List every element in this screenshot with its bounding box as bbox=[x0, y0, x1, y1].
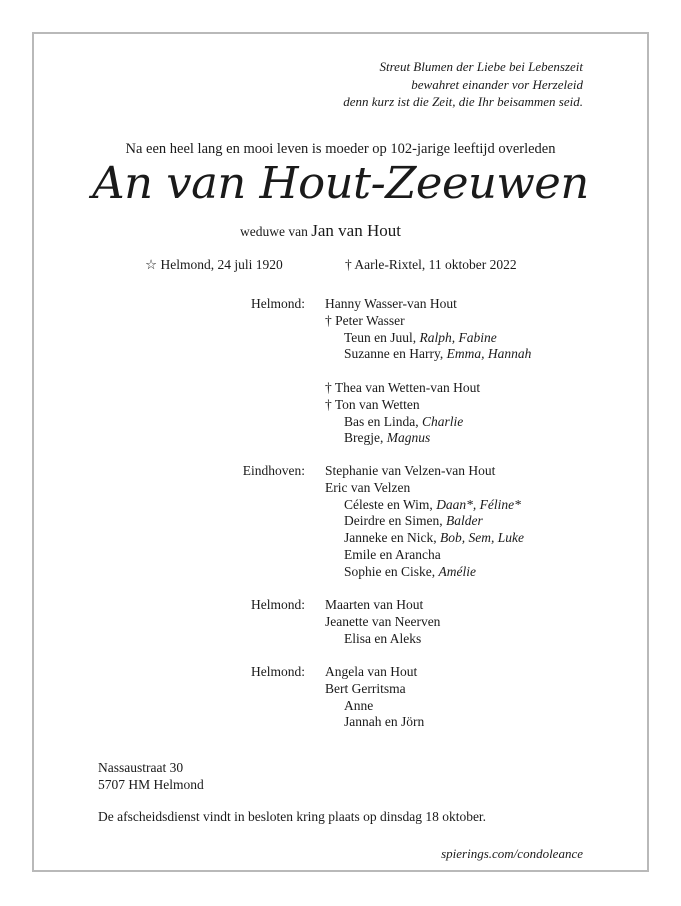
spouse-name: Jan van Hout bbox=[311, 221, 401, 240]
family-member-line: Céleste en Wim, Daan*, Féline* bbox=[344, 496, 521, 512]
family-member-line: Bregje, Magnus bbox=[344, 430, 431, 446]
family-member-line: Emile en Arancha bbox=[344, 546, 441, 562]
family-member-line: Jannah en Jörn bbox=[344, 714, 425, 730]
poem-line: denn kurz ist die Zeit, die Ihr beisammen seid. bbox=[343, 94, 583, 109]
family-member-line: Stephanie van Velzen-van Hout bbox=[325, 463, 496, 478]
family-place: Helmond: bbox=[251, 296, 305, 311]
family-place: Helmond: bbox=[251, 664, 305, 679]
address-line: Nassaustraat 30 bbox=[98, 760, 184, 775]
family-member-line: Sophie en Ciske, Amélie bbox=[344, 563, 476, 579]
family-member-line: Elisa en Aleks bbox=[344, 630, 422, 646]
family-member-line: Jeanette van Neerven bbox=[325, 613, 441, 629]
deceased-name: An van Hout-Zeeuwen bbox=[92, 158, 589, 209]
family-member-line: Bert Gerritsma bbox=[325, 680, 406, 696]
poem-line: bewahret einander vor Herzeleid bbox=[411, 76, 583, 92]
family-member-line: Deirdre en Simen, Balder bbox=[344, 513, 483, 529]
family-member-line: Hanny Wasser-van Hout bbox=[325, 296, 457, 311]
poem-quote bbox=[253, 58, 583, 111]
family-member-line: Angela van Hout bbox=[325, 664, 418, 679]
family-member-line: Eric van Velzen bbox=[325, 479, 411, 495]
family-list bbox=[325, 664, 424, 731]
family-member-line: Suzanne en Harry, Emma, Hannah bbox=[344, 346, 532, 362]
family-place: Helmond: bbox=[251, 597, 305, 612]
family-member-line: † Ton van Wetten bbox=[325, 396, 420, 412]
family-member-line: Bas en Linda, Charlie bbox=[344, 413, 464, 429]
family-member-line: Teun en Juul, Ralph, Fabine bbox=[344, 329, 497, 345]
address bbox=[98, 760, 204, 794]
widow-line bbox=[240, 221, 401, 241]
family-list bbox=[325, 463, 524, 581]
address-line: 5707 HM Helmond bbox=[98, 776, 204, 792]
family-member-line: † Thea van Wetten-van Hout bbox=[325, 379, 481, 395]
condolence-website: spierings.com/condoleance bbox=[441, 846, 583, 861]
widow-prefix: weduwe van bbox=[240, 224, 308, 239]
death-info: † Aarle-Rixtel, 11 oktober 2022 bbox=[345, 257, 517, 272]
family-member-line: Maarten van Hout bbox=[325, 597, 424, 612]
poem-line: Streut Blumen der Liebe bei Lebenszeit bbox=[379, 59, 583, 74]
family-member-line: † Peter Wasser bbox=[325, 312, 405, 328]
family-member-line: Janneke en Nick, Bob, Sem, Luke bbox=[344, 530, 524, 546]
family-place: Eindhoven: bbox=[242, 463, 305, 478]
family-member-line: Anne bbox=[344, 697, 374, 713]
birth-info: ☆ Helmond, 24 juli 1920 bbox=[145, 257, 283, 272]
family-list bbox=[325, 296, 531, 447]
family-member-line bbox=[325, 363, 531, 380]
service-info: De afscheidsdienst vindt in besloten kring plaats op dinsdag 18 oktober. bbox=[98, 809, 487, 824]
family-list bbox=[325, 597, 440, 647]
intro-text: Na een heel lang en mooi leven is moeder op 102-jarige leeftijd overleden bbox=[125, 141, 556, 157]
